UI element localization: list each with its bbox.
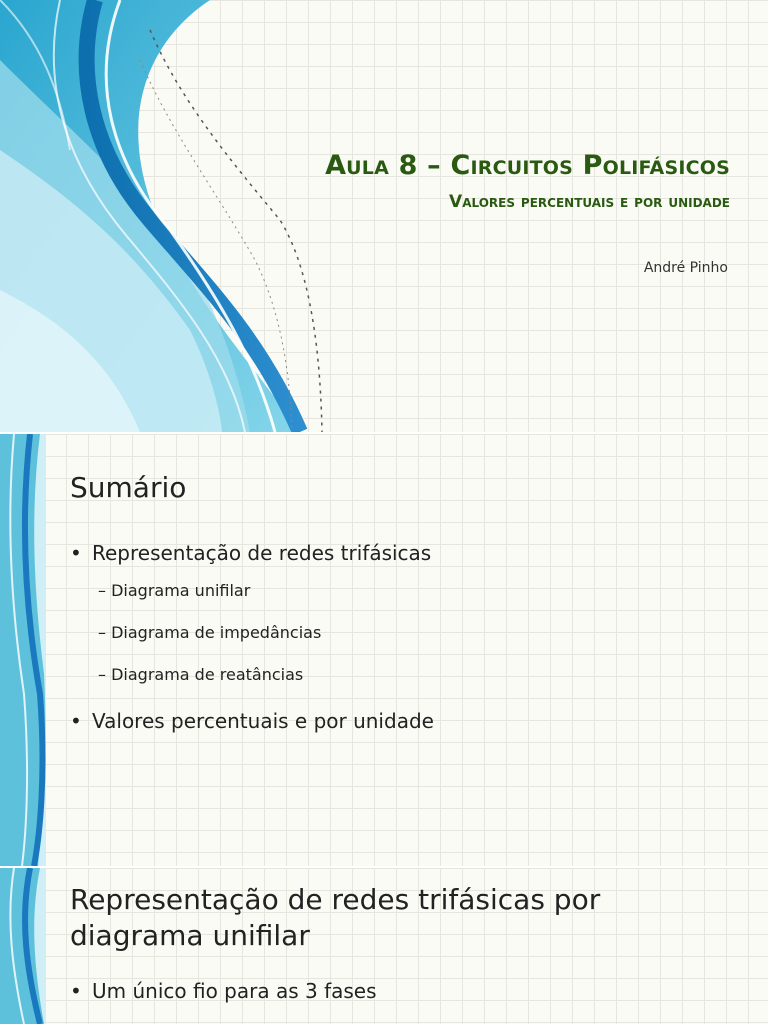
sub-list-item — [70, 580, 434, 602]
spacer — [70, 568, 434, 580]
list-item — [70, 538, 434, 568]
wave-decoration — [0, 434, 50, 866]
title-slide — [0, 0, 768, 432]
list-item — [70, 706, 434, 736]
sub-list-item — [70, 664, 434, 686]
list-item — [70, 976, 377, 1006]
bullet-icon: • — [70, 979, 82, 1003]
bullet-icon: • — [70, 541, 82, 565]
sub-item-text: Diagrama unifilar — [111, 581, 251, 600]
content-list — [70, 976, 377, 1006]
sub-list-item — [70, 622, 434, 644]
summary-slide — [0, 434, 768, 866]
wave-decoration — [0, 0, 330, 432]
sub-item-text: Diagrama de reatâncias — [111, 665, 304, 684]
presentation-subtitle: Valores percentuais e por unidade — [449, 192, 730, 212]
slide-heading: Sumário — [70, 471, 187, 504]
summary-list — [70, 538, 434, 736]
bullet-icon: • — [70, 709, 82, 733]
sub-item-text: Diagrama de impedâncias — [111, 623, 322, 642]
dash-icon: – — [98, 623, 106, 642]
wave-decoration — [0, 868, 50, 1024]
spacer — [70, 686, 434, 706]
bullet-text: Valores percentuais e por unidade — [92, 709, 434, 733]
author-name: André Pinho — [643, 260, 728, 276]
dash-icon: – — [98, 665, 106, 684]
spacer — [70, 644, 434, 664]
content-slide — [0, 868, 768, 1024]
bullet-text: Um único fio para as 3 fases — [92, 979, 377, 1003]
slide-heading: Representação de redes trifásicas por diagrama unifilar — [70, 883, 601, 952]
spacer — [70, 602, 434, 622]
dash-icon: – — [98, 581, 106, 600]
bullet-text: Representação de redes trifásicas — [92, 541, 432, 565]
presentation-title: Aula 8 – Circuitos Polifásicos — [325, 150, 730, 181]
